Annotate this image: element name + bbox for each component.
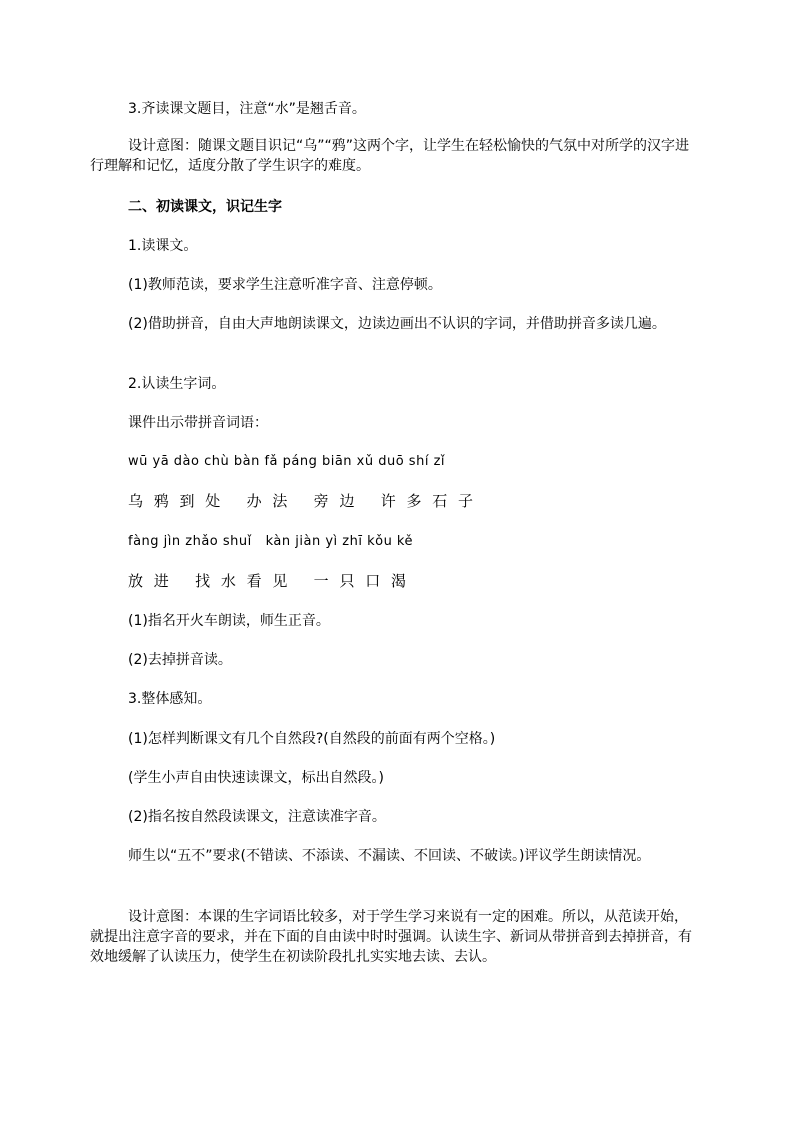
paragraph-recognize-words: 2.认读生字词。	[128, 376, 226, 392]
paragraph-natural-paragraphs: (1)怎样判断课文有几个自然段?(自然段的前面有两个空格。)	[128, 731, 496, 747]
paragraph-student-reading: (学生小声自由快速读课文，标出自然段。)	[128, 770, 384, 786]
paragraph-remove-pinyin: (2)去掉拼音读。	[128, 652, 232, 668]
hanzi-line-2: 放 进 找 水 看 见 一 只 口 渴	[128, 572, 409, 590]
pinyin-line-1: wū yā dào chù bàn fǎ páng biān xǔ duō shí zǐ	[128, 454, 446, 469]
paragraph-read-title: 3.齐读课文题目，注意“水”是翘舌音。	[128, 101, 366, 117]
paragraph-overall-perception: 3.整体感知。	[128, 691, 212, 707]
paragraph-design-intent-2: 设计意图：本课的生字词语比较多，对于学生学习来说有一定的困难。所以，从范读开始，就提出注意字音的要求，并在下面的自由读中时时强调。认读生字、新词从带拼音到去掉拼音，有效地缓解了认读压力，使学生在初读阶段扎扎实实地去读、去认。	[90, 909, 692, 965]
paragraph-read-text: 1.读课文。	[128, 238, 198, 254]
paragraph-five-nots: 师生以“五不”要求(不错读、不添读、不漏读、不回读、不破读。)评议学生朗读情况。	[128, 848, 651, 864]
paragraph-train-reading: (1)指名开火车朗读，师生正音。	[128, 613, 330, 629]
paragraph-read-by-paragraph: (2)指名按自然段读课文，注意读准字音。	[128, 809, 386, 825]
pinyin-line-2: fàng jìn zhǎo shuǐ kàn jiàn yì zhī kǒu kě	[128, 534, 413, 549]
paragraph-design-intent-1: 设计意图：随课文题目识记“乌”“鸦”这两个字，让学生在轻松愉快的气氛中对所学的汉字进行理解和记忆，适度分散了学生识字的难度。	[90, 138, 690, 174]
hanzi-line-1: 乌 鸦 到 处 办 法 旁 边 许 多 石 子	[128, 492, 477, 510]
paragraph-teacher-reading: (1)教师范读，要求学生注意听准字音、注意停顿。	[128, 277, 442, 293]
section-heading-first-reading: 二、初读课文，识记生字	[128, 199, 282, 215]
paragraph-courseware: 课件出示带拼音词语：	[128, 415, 268, 431]
paragraph-pinyin-reading: (2)借助拼音，自由大声地朗读课文，边读边画出不认识的字词，并借助拼音多读几遍。	[128, 316, 666, 332]
